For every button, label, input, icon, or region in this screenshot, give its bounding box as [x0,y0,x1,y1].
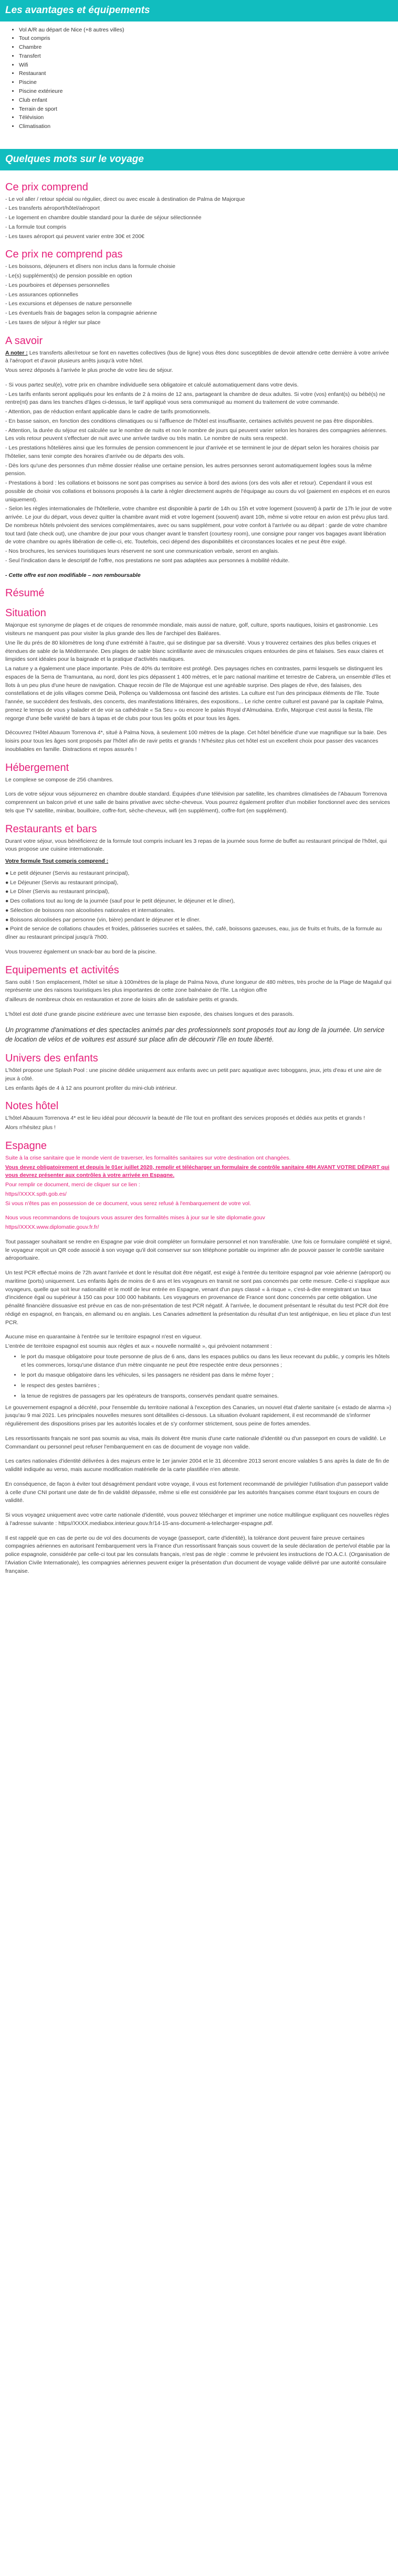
espagne-bullet: • le port du masque obligatoire pour toute personne de plus de 6 ans, dans les espaces publics ou dans les lieux recevant du public, y compris les hôtels et les commerces, lorsqu'une distance d'un mètre cinquante ne peut être respectée entre deux personnes ; [21,1353,393,1370]
advantage-item: • Piscine extérieure [19,87,398,96]
restaurants-heading: Restaurants et bars [5,823,97,835]
espagne-heading: Espagne [5,1140,47,1152]
a-savoir-paragraph: - Nos brochures, les services touristiques leurs réservent ne sont une communication verbale, seront en anglais. [5,548,279,555]
univers-p2: Les enfants âgés de 4 à 12 ans pourront profiter du mini-club intérieur. [5,1085,177,1091]
univers-p1: L'hôtel propose une Splash Pool : une piscine dédiée uniquement aux enfants avec un petit parc aquatique avec toboggans, jeux, jets d'eau et une aire de jeux à côté. [5,1067,382,1082]
situation-paragraph: La nature y a également une place importante. Près de 40% du territoire est protégé. Des paysages riches en contrastes, parmi lesquels se distinguent les espaces de la Serra de Tramuntana, au nord, dont les pics dépassent 1 400 mètres, et le parc national maritime et terrestre de Cabrera, un ensemble d'îles et îlots à un peu plus d'une heure de navigation. Chaque recoin de l'île de Majorque est une agréable surprise. Des plages de rêve, des falaises, des constellations et de jolis villages comme Deià, Pollença ou Valldemossa ont fasciné des artistes. La culture est l'un des principaux éléments de l'île. Toute l'année, se succèdent des festivals, des concerts, des manifestations littéraires, des expositions... Le riche centre culturel est pavané par la capitale Palma, prenez le temps de vous y balader et de voir sa cathédrale « Sa Seu » ou encore le palais Royal d'Almudaina. Enfin, Majorque c'est aussi la fiesta, l'île regorge d'une belle variété de bars à tapas et de clubs pour tous les goûts et pour tous les âges. [5,666,391,722]
info-content [0,170,398,1593]
prix-ne-comprend-line: - Les excursions et dépenses de nature personnelle [5,300,132,307]
resume-heading: Résumé [5,587,45,599]
espagne-p4: L'entrée de territoire espagnol est soumis aux règles et aux « nouvelle normalité », qui prévoient notamment : [5,1343,273,1350]
situation-paragraph: Majorque est synonyme de plages et de criques de renommée mondiale, mais aussi de nature, golf, culture, sports nautiques, loisirs et gastronomie. Les visiteurs ne manquent pas pour visiter la plus grande des îles de l'archipel des Baléares. [5,622,378,637]
prix-comprend-line: - Les taxes aéroport qui peuvent varier entre 30€ et 200€ [5,233,145,240]
espagne-pink-line: Pour remplir ce document, merci de cliquer sur ce lien : [5,1182,140,1188]
restaurants-sub: Votre formule Tout compris comprend : [5,858,109,865]
advantage-item: • Vol A/R au départ de Nice (+8 autres villes) [19,26,398,35]
a-savoir-paragraph: - Prestations à bord : les collations et boissons ne sont pas comprises au service à bord des avions (ors des vols aller et retour). Cependant il vous est possible de choisir vos collations et boissons proposés à la carte à régler directement auprès de l'équipage au cours du vol (paiement en espèces et en euros uniquement). [5,480,390,503]
prix-ne-comprend-line: - Les taxes de séjour à régler sur place [5,319,101,326]
equipements-p1: Sans oubli ! Son emplacement, l'hôtel se situe à 100mètres de la plage de Palma Nova, d'une longueur de 480 mètres, très proche de la Plage de Magaluf qui représente une des raisons touristiques les plus importantes de cette zone balnéaire de l'île. La région offre [5,979,392,994]
espagne-diplomatie-link[interactable]: https//XXXX.www.diplomatie.gouv.fr.fr/ [5,1224,99,1231]
a-savoir-paragraph: - Attention, la durée du séjour est calculée sur le nombre de nuits et non le nombre de jours qui peuvent varier selon les horaires des compagnies aériennes. Les vols retour peuvent s'effectuer de nuit avec une arrivée tardive ou très matin. Le nombre de nuits sera respecté. [5,427,387,442]
hebergement-heading: Hébergement [5,761,69,774]
advantages-heading: Les avantages et équipements [0,0,398,22]
advantage-item: • Tout compris [19,34,398,43]
advantage-item: • Chambre [19,43,398,52]
espagne-p5: Le gouvernement espagnol a décrété, pour l'ensemble du territoire national à l'exception des Canaries, un nouvel état d'alerte sanitaire (« estado de alarma ») jusqu'au 9 mai 2021. Les principales nouvelles mesures sont détaillées ci-dessous. La situation évoluant rapidement, il est recommandé de s'informer régulièrement des dispositions prises par les autorités locales et de s'y conformer strictement, sous peine de fortes amendes. [5,1404,392,1427]
espagne-pink-line: Vous devez obligatoirement et depuis le 01er juillet 2020, remplir et télécharger un formulaire de contrôle sanitaire 48H AVANT VOTRE DÉPART qui vous devrez présenter aux contrôles à votre arrivée en Espagne. [5,1164,390,1179]
espagne-bullet: • le respect des gestes barrières ; [21,1382,393,1390]
a-savoir-paragraph: - Si vous partez seul(e), votre prix en chambre individuelle sera obligatoire et calculé automatiquement dans votre devis. [5,381,299,388]
espagne-pink-line: Suite à la crise sanitaire que le monde vient de traverser, les formalités sanitaires sur votre destination ont changées. [5,1154,291,1161]
prix-comprend-heading: Ce prix comprend [5,181,88,193]
situation-decouvrez: Découvrez l'Hôtel Abauum Torrenova 4*, situé à Palma Nova, à seulement 100 mètres de la plage. Cet hôtel bénéficie d'une vue magnifique sur la baie. Des loisirs pour tous les âges sont proposés par l'hôtel afin de ravir petits et grands ! N'hésitez plus cet hôtel est un excellent choix pour passer des vacances inoubliables en famille. Distractions et repos assurés ! [5,729,387,753]
restaurants-item: ● Le petit déjeuner (Servis au restaurant principal), [5,870,130,876]
notes-p1: L'hôtel Abauum Torrenova 4* est le lieu idéal pour découvrir la beauté de l'île tout en profitant des services proposés et dédiés aux petits et grands ! [5,1115,365,1122]
espagne-p3: Aucune mise en quarantaine à l'entrée sur le territoire espagnol n'est en vigueur. [5,1334,202,1340]
a-savoir-paragraph: - Dès lors qu'une des personnes d'un même dossier réalise une certaine pension, les autres personnes seront automatiquement logées sous la même pension. [5,462,372,477]
a-savoir-paragraph: - Seul l'indication dans le descriptif de l'offre, nos prestations ne sont pas adaptées aux personnes à mobilité réduite. [5,557,290,564]
situation-paragraph: Une île du prés de 80 kilomètres de long d'une extrémité à l'autre, qui se distingue par sa diversité. Vous y trouverez certaines des plus belles criques et étendues de sable de la Méditerranée. Des plages de sable blanc scintillante avec de minuscules criques entourées de pins et falaises. Ses eaux claires et limpides sont idéales pour la baignade et la pratique d'activités nautiques. [5,639,384,663]
espagne-bullet: • la tenue de registres de passagers par les opérateurs de transports, conservés pendant quatre semaines. [21,1392,393,1401]
a-savoir-paragraph: - Les prestations hôtelières ainsi que les formules de pension commencent le jour d'arrivée et se terminent le jour de départ selon les horaires choisis par l'hôtelier, sans tenir compte des horaires d'arrivée ou de départs des vols. [5,445,379,459]
advantage-item: • Transfert [19,52,398,61]
prix-ne-comprend-line: - Les éventuels frais de bagages selon la compagnie aérienne [5,310,157,317]
advantage-item: • Climatisation [19,122,398,131]
equipements-p2: L'hôtel est doté d'une grande piscine extérieure avec une terrasse bien exposée, des chaises longues et des parasols. [5,1011,294,1017]
prix-comprend-line: - Les transferts aéroport/hôtel/aéroport [5,205,100,212]
espagne-p9: Si vous voyagez uniquement avec votre carte nationale d'identité, vous pouvez télécharger et imprimer une notice multilingue expliquant ces nouvelles règles à l'adresse suivante : https//XXXX.mediabox.interieur.gouv.fr/14-15-ans-document-a-telecharger-espagne.pdf. [5,1512,390,1527]
prix-ne-comprend-line: - Les pourboires et dépenses personnelles [5,282,110,288]
equipements-heading: Equipements et activités [5,964,119,976]
info-heading: Quelques mots sur le voyage [0,149,398,170]
univers-heading: Univers des enfants [5,1053,98,1065]
advantage-item: • Restaurant [19,69,398,78]
restaurants-intro: Durant votre séjour, vous bénéficierez de la formule tout compris incluant les 3 repas de la journée sous forme de buffet au restaurant principal de l'hôtel, qui vous propose une cuisine internationale. [5,838,387,853]
espagne-p7: Les cartes nationales d'identité délivrées à des majeurs entre le 1er janvier 2004 et le 31 décembre 2013 seront encore valables 5 ans après la date de fin de validité indiquée au verso, mais aucune modification matérielle de la carte plastifiée n'en atteste. [5,1458,390,1473]
prix-ne-comprend-line: - Les assurances optionnelles [5,291,78,298]
a-savoir-paragraph: - Selon les règles internationales de l'hôtellerie, votre chambre est disponible à partir de 14h ou 15h et votre logement (souvent) à partir de 17h le jour de votre arrivée. Le jour du départ, vous devez quitter la chambre avant midi et votre logement (souvent) avant 10h, même si votre retour en avion est prévu plus tard. De nombreux hôtels prévoient des services complémentaires, avec ou sans supplément, pour votre confort à l'arrivée ou au départ : garde de votre chambre tout tard (late check out), une chambre de jour pour vous changer avant le transfert (courtesy room), une consigne pour ranger vos bagages avant libération de votre chambre ou après libération de celle-ci, etc. Toutefois, ceci dépend des disponibilités et circonstances locales et ne peut être exigé. [5,506,392,545]
a-savoir-intro-line2: Vous serez déposés à l'arrivée le plus proche de votre lieu de séjour. [5,367,173,374]
equipements-p1b: d'ailleurs de nombreux choix en restauration et zone de loisirs afin de satisfaire petits et grands. [5,996,239,1003]
espagne-bullets [5,1353,393,1401]
a-savoir-paragraph: - Les tarifs enfants seront appliqués pour les enfants de 2 à moins de 12 ans, partageant la chambre de deux adultes. Si votre (vos) enfant(s) ou bébé(s) ne rentre(nt) pas dans les tranches d'âges ci-dessus, le tarif appliqué vous sera communiqué au moment du traitement de votre commande. [5,391,385,406]
restaurants-item: ● Point de service de collations chaudes et froides, pâtisseries sucrées et salées, thé, café, boissons gazeuses, eau, jus de fruits et fruits, de la formule au dîner au restaurant principal jusqu'à 7h00. [5,926,382,941]
a-savoir-paragraph: - Attention, pas de réduction enfant applicable dans le cadre de tarifs promotionnels. [5,409,211,415]
restaurants-item: ● Le Dîner (Servis au restaurant principal), [5,888,110,895]
espagne-p10: Il est rappelé que en cas de perte ou de vol des documents de voyage (passeport, carte d'identité), la tolérance dont peuvent faire preuve certaines compagnies aériennes en autorisant l'embarquement vers la France d'un ressortissant français sous couvert de la seule déclaration de perte/vol établie par la police espagnole, considérée par celle-ci tout par les consulats français, n'est pas de règle : comme le prévoient les instructions de l'O.A.C.I. (Organisation de l'Aviation Civile Internationale), les compagnies aériennes peuvent exiger la présentation d'un document de voyage valide délivré par une autorité consulaire française. [5,1534,390,1574]
espagne-form-link[interactable]: https//XXXX.spth.gob.es/ [5,1190,67,1197]
situation-heading: Situation [5,607,46,619]
non-cancel-note: - Cette offre est non modifiable – non remboursable [5,572,141,578]
prix-ne-comprend-line: - Les boissons, déjeuners et dîners non inclus dans la formule choisie [5,263,175,270]
restaurants-item: ● Sélection de boissons non alcoolisées nationales et internationales. [5,907,175,914]
espagne-p8: En conséquence, de façon à éviter tout désagrément pendant votre voyage, il vous est fortement recommandé de privilégier l'utilisation d'un passeport valide à celle d'une CNI portant une date de fin de validité dépassée, même si elle est considérée par les autorités françaises comme étant toujours en cours de validité. [5,1480,389,1504]
notes-p2: Alors n'hésitez plus ! [5,1124,56,1131]
a-savoir-intro-rest: Les transferts aller/retour se font en navettes collectives (bus de ligne) vous êtes donc susceptibles de devoir attendre cette dernière à votre arrivée à l'aéroport et d'avoir plusieurs arrêts jusqu'à votre hôtel. [5,349,389,364]
advantage-item: • Piscine [19,78,398,87]
advantage-item: • Wifi [19,61,398,70]
advantages-list [0,22,398,139]
espagne-pink-line: Si vous n'êtes pas en possession de ce document, vous serez refusé à l'embarquement de votre vol. [5,1200,252,1207]
espagne-pink-line: Nous vous recommandons de toujours vous assurer des formalités mises à jour sur le site diplomatie.gouv [5,1215,265,1221]
restaurants-item: ● Boissons alcoolisées par personne (vin, bière) pendant le déjeuner et le dîner. [5,916,201,923]
a-savoir-intro-lead: A noter : [5,349,28,356]
a-savoir-paragraph: - En basse saison, en fonction des conditions climatiques ou si l'affluence de l'hôtel est insuffisante, certaines activités peuvent ne pas être disponibles. [5,417,374,424]
espagne-p6: Les ressortissants français ne sont pas soumis au visa, mais ils doivent être munis d'une carte nationale d'identité ou d'un passeport en cours de validité. Le Commandant ou personnel peut refuser l'embarquement en cas de document de voyage non valide. [5,1435,386,1450]
restaurants-item: ● Des collations tout au long de la journée (sauf pour le petit déjeuner, le déjeuner et le dîner), [5,898,235,905]
restaurants-item: ● Le Déjeuner (Servis au restaurant principal), [5,879,119,886]
restaurants-outro: Vous trouverez également un snack-bar au bord de la piscine. [5,948,157,955]
hebergement-line: Lors de votre séjour vous séjournerez en chambre double standard. Équipées d'une télévision par satellite, les chambres climatisées de l'Abauum Torrenova comprennent un balcon privé et une salle de bains privative avec sèche-cheveux. Vous pourrez également profiter d'un mobilier fonctionnel avec des services tels que TV satellite, minibar, bouilloire, coffre-fort, sèche-cheveux, wifi (en supplément), coffre-fort (en supplément). [5,791,390,814]
espagne-p2: Un test PCR effectué moins de 72h avant l'arrivée et dont le résultat doit être négatif, est exigé à l'entrée du territoire espagnol par voie aérienne (aéroport) ou maritime (ports) uniquement. Les enfants âgés de moins de 6 ans et les voyageurs en transit ne sont pas concernés par cette mesure. Celle-ci s'applique aux voyageurs, quelle que soit leur nationalité et le motif de leur entrée en Espagne, venant d'un pays classé « à risque », c'est-à-dire enregistrant un taux d'incidence égal ou supérieur à 150 cas pour 100 000 habitants. Les voyageurs en provenance de France sont donc concernés par cette obligation. Une pénalité financière dissuasive est prévue en cas de non-présentation de test PCR négatif. À l'arrivée, le document présentant le résultat du test PCR doit être rédigé en espagnol, en français, en allemand ou en anglais. Les Canaries admettent la présentation du résultat d'un test antigénique, en lieu et place d'un test PCR. [5,1270,391,1326]
advantage-item: • Télévision [19,113,398,122]
equipements-p3: Un programme d'animations et des spectacles animés par des professionnels sont proposés tout au long de la journée. Un service de location de vélos et de voitures est assuré sur place afin de découvrir l'île en toute liberté. [5,1026,385,1044]
prix-ne-comprend-heading: Ce prix ne comprend pas [5,249,123,261]
espagne-p1: Tout passager souhaitant se rendre en Espagne par voie droit compléter un formulaire personnel et non transférable. Une fois ce formulaire complété et signé, le voyageur reçoit un QR code associé à son voyage qu'il doit conserver sur son téléphone portable ou imprimer afin de pouvoir passer le contrôle sanitaire aéroportuaire. [5,1238,392,1262]
a-savoir-intro [5,349,393,366]
advantage-item: • Club enfant [19,96,398,105]
a-savoir-heading: A savoir [5,335,43,347]
notes-heading: Notes hôtel [5,1100,59,1112]
prix-comprend-line: - La formule tout compris [5,223,67,230]
prix-ne-comprend-line: - Le(s) supplément(s) de pension possible en option [5,273,132,280]
espagne-bullet: • le port du masque obligatoire dans les véhicules, si les passagers ne résident pas dans le même foyer ; [21,1371,393,1380]
prix-comprend-line: - Le vol aller / retour spécial ou régulier, direct ou avec escale à destination de Palma de Majorque [5,196,245,202]
advantage-item: • Terrain de sport [19,105,398,114]
prix-comprend-line: - Le logement en chambre double standard pour la durée de séjour sélectionnée [5,214,202,221]
hebergement-line: Le complexe se compose de 256 chambres. [5,776,114,783]
